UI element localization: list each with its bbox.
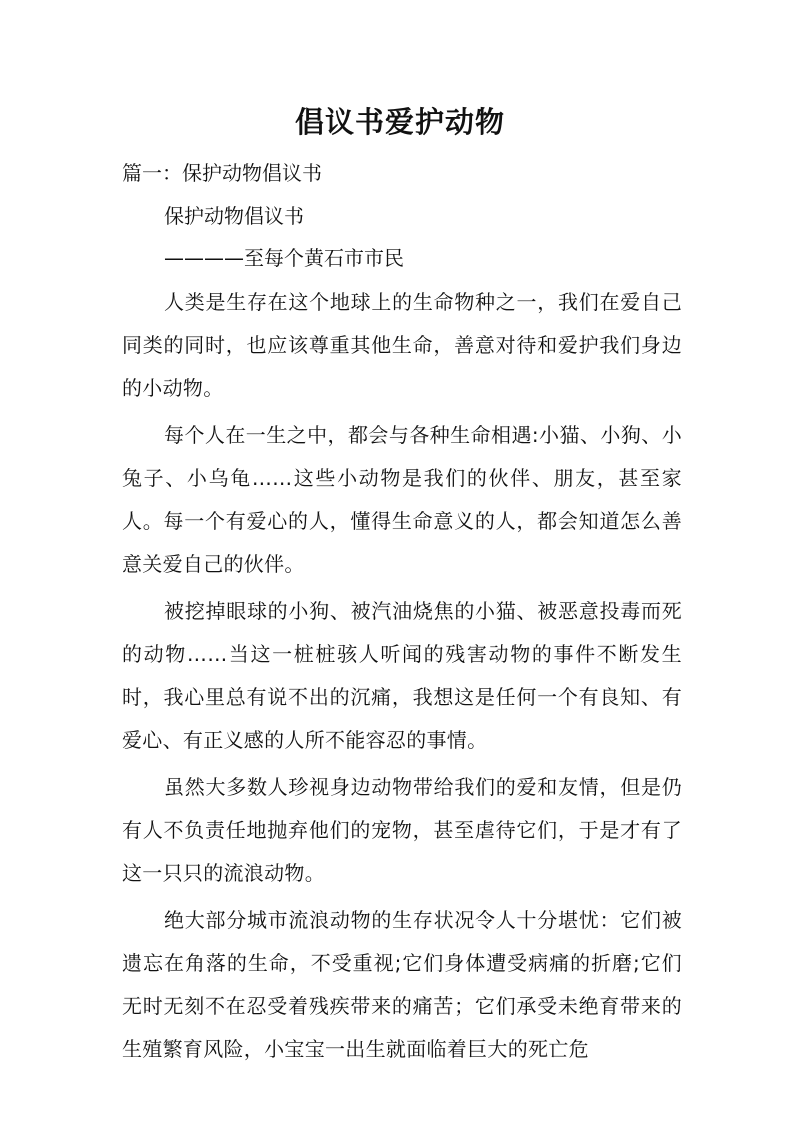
paragraph: 被挖掉眼球的小狗、被汽油烧焦的小猫、被恶意投毒而死的动物……当这一桩桩骇人听闻的残害动物的事件不断发生时，我心里总有说不出的沉痛，我想这是任何一个有良知、有爱心、有正义感的人所不能容忍的事情。: [122, 599, 682, 752]
section-heading: 篇一：保护动物倡议书: [122, 161, 322, 185]
document-title: 倡议书爱护动物: [294, 105, 505, 139]
body-text: [122, 281, 682, 1075]
recipient-line: ————至每个黄石市市民: [164, 246, 404, 270]
paragraph: 虽然大多数人珍视身边动物带给我们的爱和友情，但是仍有人不负责任地抛弃他们的宠物，甚至虐待它们，于是才有了这一只只的流浪动物。: [122, 775, 682, 885]
proposal-subtitle: 保护动物倡议书: [164, 204, 304, 228]
paragraph: 每个人在一生之中，都会与各种生命相遇:小猫、小狗、小兔子、小乌龟……这些小动物是我们的伙伴、朋友，甚至家人。每一个有爱心的人，懂得生命意义的人，都会知道怎么善意关爱自己的伙伴。: [122, 423, 682, 576]
paragraph: 人类是生存在这个地球上的生命物种之一，我们在爱自己同类的同时，也应该尊重其他生命，善意对待和爱护我们身边的小动物。: [122, 290, 682, 400]
paragraph: 绝大部分城市流浪动物的生存状况令人十分堪忧：它们被遗忘在角落的生命，不受重视;它们身体遭受病痛的折磨;它们无时无刻不在忍受着残疾带来的痛苦；它们承受未绝育带来的生殖繁育风险，小宝宝一出生就面临着巨大的死亡危: [122, 908, 682, 1061]
